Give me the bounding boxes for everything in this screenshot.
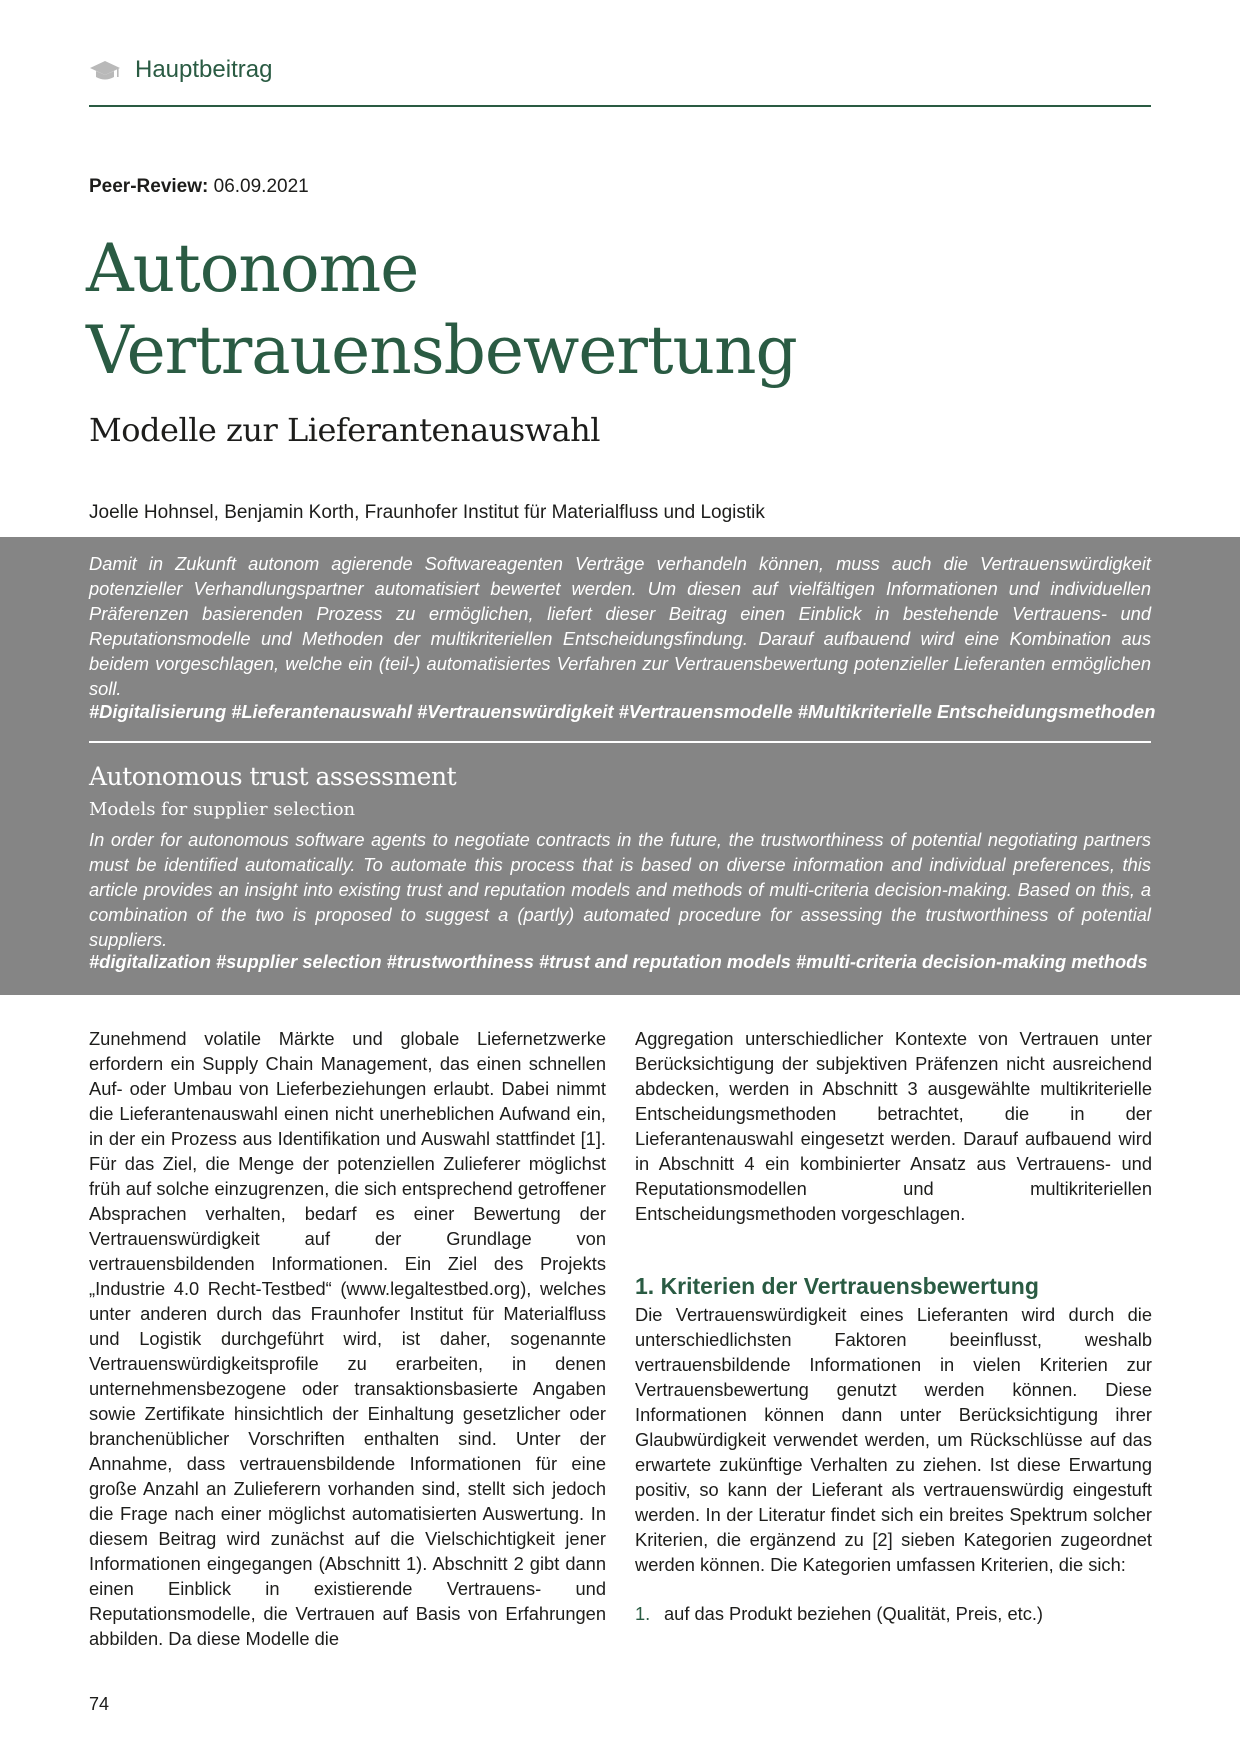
abstract-english: In order for autonomous software agents to negotiate contracts in the future, the trustworthiness of potential negotiating partners must be identified automatically. To automate this process that is based on diverse information and individual preferences, this article provides an insight into existing trust and reputation models and methods of multi-criteria decision-making. Based on this, a combination of the two is proposed to suggest a (partly) automated procedure for assessing the trustworthiness of potential suppliers. (89, 829, 1151, 950)
peer-review-label: Peer-Review: (89, 176, 209, 197)
running-header (89, 52, 1151, 92)
body-column-right (635, 1026, 1152, 1626)
abstract-german: Damit in Zukunft autonom agierende Softwareagenten Verträge verhandeln können, muss auch die Vertrauenswürdigkeit potenzieller Verhandlungspartner automatisiert bewertet werden. Um diesen auf vielfältigen Informationen und individuellen Präferenzen basierenden Prozess zu ermöglichen, liefert dieser Beitrag einen Einblick in bestehende Vertrauens- und Reputationsmodelle und Methoden der multikriteriellen Entscheidungsfindung. Darauf aufbauend wird eine Kombination aus beidem vorgeschlagen, welche ein (teil-) automatisiertes Verfahren zur Vertrauensbewertung potenzieller Lieferanten ermöglichen soll. (89, 553, 1151, 699)
body-paragraph: Die Vertrauenswürdigkeit eines Lieferanten wird durch die unterschiedlichsten Faktoren beeinflusst, weshalb vertrauensbildende Informationen in vielen Kriterien zur Vertrauensbewertung genutzt werden können. Diese Informationen können dann unter Berücksichtigung ihrer Glaubwürdigkeit verwendet werden, um Rückschlüsse auf das erwartete zukünftige Verhalten zu ziehen. Ist diese Erwartung positiv, so kann der Lieferant als vertrauenswürdig eingestuft werden. In der Literatur findet sich ein breites Spektrum solcher Kriterien, die ergänzend zu [2] sieben Kategorien zugeordnet werden können. Die Kategorien umfassen Kriterien, die sich: (635, 1304, 1152, 1575)
article-title (86, 228, 797, 392)
keywords-english: #digitalization #supplier selection #trustworthiness #trust and reputation models #multi-criteria decision-making methods (89, 951, 1148, 972)
article-subtitle: Modelle zur Lieferantenauswahl (89, 411, 600, 449)
english-subtitle: Models for supplier selection (89, 799, 356, 820)
list-item (635, 1601, 1152, 1626)
body-paragraph: Aggregation unterschiedlicher Kontexte von Vertrauen unter Berücksichtigung der subjektiven Präfenzen nicht ausreichend abdecken, werden in Abschnitt 3 ausgewählte multikriterielle Entscheidungsmethoden betrachtet, die in der Lieferantenauswahl eingesetzt werden. Darauf aufbauend wird in Abschnitt 4 ein kombinierter Ansatz aus Vertrauens- und Reputationsmodellen und multikriteriellen Entscheidungsmethoden vorgeschlagen. (635, 1028, 1152, 1224)
page-number: 74 (89, 1694, 110, 1714)
english-title: Autonomous trust assessment (89, 762, 457, 791)
peer-review-date: 06.09.2021 (213, 176, 309, 197)
article-title-line1: Autonome (86, 230, 419, 307)
list-item-number: 1. (635, 1603, 651, 1624)
list-item-text: auf das Produkt beziehen (Qualität, Preis, etc.) (664, 1603, 1044, 1624)
article-title-line2: Vertrauensbewertung (86, 312, 797, 389)
abstract-divider (89, 741, 1151, 743)
body-column-left (89, 1026, 606, 1651)
graduation-cap-icon (89, 60, 121, 82)
section-label: Hauptbeitrag (135, 56, 273, 83)
peer-review-line (89, 176, 309, 198)
keywords-german: #Digitalisierung #Lieferantenauswahl #Vertrauenswürdigkeit #Vertrauensmodelle #Multikriterielle Entscheidungsmethoden (89, 701, 1156, 722)
body-paragraph: Zunehmend volatile Märkte und globale Liefernetzwerke erfordern ein Supply Chain Management, das einen schnellen Auf- oder Umbau von Lieferbeziehungen erlaubt. Dabei nimmt die Lieferantenauswahl einen nicht unerheblichen Aufwand ein, in der ein Prozess aus Identifikation und Auswahl stattfindet [1]. Für das Ziel, die Menge der potenziellen Zulieferer möglichst früh auf solche einzugrenzen, die sich entsprechend getroffener Absprachen verhalten, bedarf es einer Bewertung der Vertrauenswürdigkeit auf der Grundlage von vertrauensbildenden Informationen. Ein Ziel des Projekts „Industrie 4.0 Recht-Testbed“ (www.legaltestbed.org), welches unter anderen durch das Fraunhofer Institut für Materialfluss und Logistik durchgeführt wird, ist daher, sogenannte Vertrauenswürdigkeitsprofile zu erarbeiten, in denen unternehmensbezogene oder transaktionsbasierte Angaben sowie Zertifikate hinsichtlich der Einhaltung gesetzlicher oder branchenüblicher Vorschriften enthalten sind. Unter der Annahme, dass vertrauensbildende Informationen für eine große Anzahl an Zulieferern vorhanden sind, stellt sich jedoch die Frage nach einer möglichst automatisierten Auswertung. In diesem Beitrag wird zunächst auf die Vielschichtigkeit jener Informationen eingegangen (Abschnitt 1). Abschnitt 2 gibt dann einen Einblick in existierende Vertrauens- und Reputationsmodelle, die Vertrauen auf Basis von Erfahrungen abbilden. Da diese Modelle die (89, 1028, 606, 1649)
abstract-box (0, 537, 1240, 995)
header-divider (89, 105, 1151, 107)
authors-line: Joelle Hohnsel, Benjamin Korth, Fraunhofer Institut für Materialfluss und Logistik (89, 502, 765, 523)
section-heading: 1. Kriterien der Vertrauensbewertung (635, 1273, 1039, 1299)
